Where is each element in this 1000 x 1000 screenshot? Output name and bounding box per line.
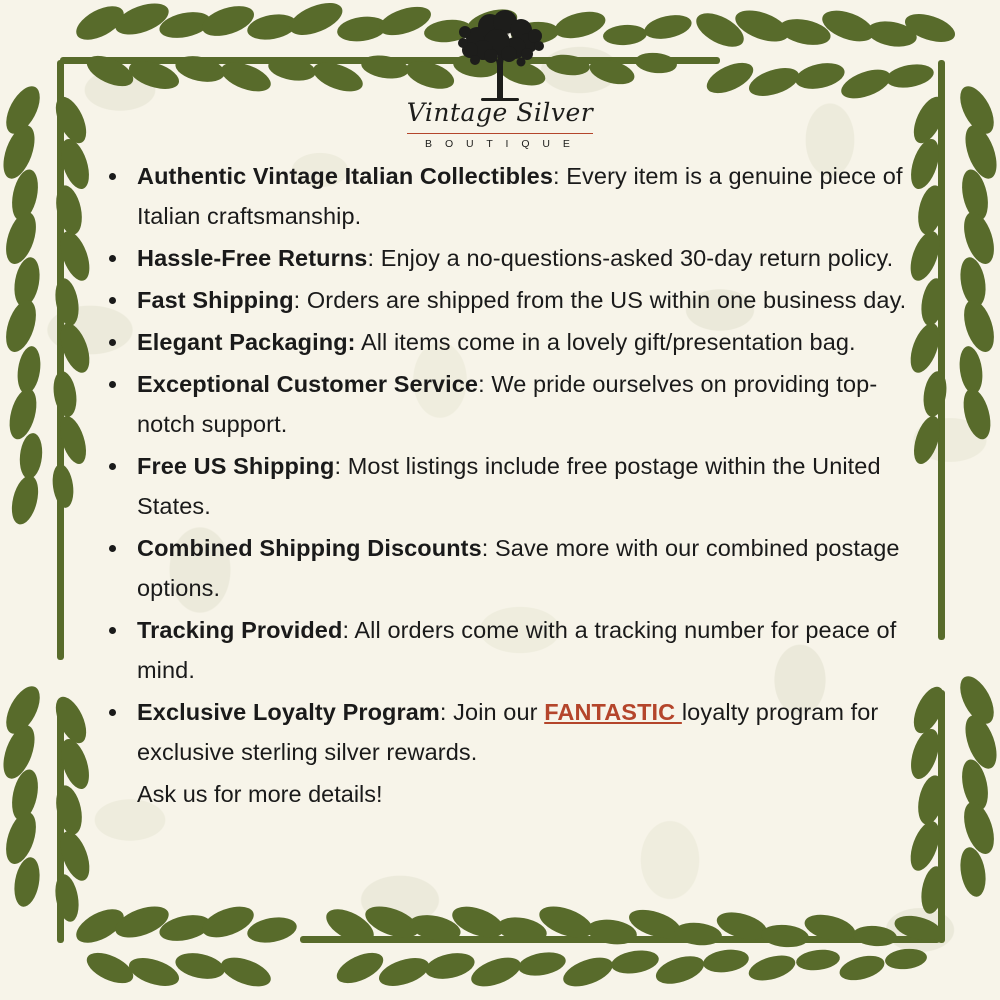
- benefit-text: Orders are shipped from the US within one business day.: [306, 287, 907, 313]
- tree-icon: [435, 8, 565, 104]
- benefit-text: Most listings include free postage within the United States.: [137, 453, 881, 519]
- benefit-title: Exceptional Customer Service: [137, 371, 479, 397]
- benefit-title: Exclusive Loyalty Program: [137, 699, 440, 725]
- list-item: [95, 238, 913, 278]
- benefit-title: Hassle-Free Returns: [137, 245, 368, 271]
- benefit-title: Combined Shipping Discounts: [137, 535, 482, 561]
- benefit-text: Save more with our combined postage options.: [137, 535, 900, 601]
- benefit-text-after: loyalty program for exclusive sterling silver rewards.: [137, 699, 879, 765]
- benefit-separator: :: [478, 371, 492, 397]
- benefit-title: Fast Shipping: [137, 287, 294, 313]
- benefits-content: [95, 156, 913, 814]
- benefit-separator: :: [553, 163, 567, 189]
- benefit-text: Enjoy a no-questions-asked 30-day return policy.: [380, 245, 894, 271]
- benefit-separator: :: [367, 245, 381, 271]
- benefit-text-before: Join our: [453, 699, 545, 725]
- benefit-text: All orders come with a tracking number for peace of mind.: [137, 617, 897, 683]
- benefit-separator: :: [334, 453, 348, 479]
- benefit-separator: :: [481, 535, 496, 561]
- benefit-text: We pride ourselves on providing top-notch support.: [137, 371, 878, 437]
- logo-divider: [407, 133, 593, 134]
- benefit-title: Tracking Provided: [137, 617, 343, 643]
- list-item: [95, 528, 913, 608]
- list-item-loyalty: [95, 692, 913, 772]
- benefit-separator: :: [342, 617, 355, 643]
- list-item: [95, 280, 913, 320]
- brand-subtitle: B O U T I Q U E: [425, 138, 575, 150]
- fantastic-highlight: FANTASTIC: [544, 699, 682, 725]
- closing-line: Ask us for more details!: [137, 781, 383, 807]
- list-item: [95, 446, 913, 526]
- list-item: [95, 364, 913, 444]
- benefit-title: Authentic Vintage Italian Collectibles: [137, 163, 554, 189]
- benefit-title: Free US Shipping: [137, 453, 335, 479]
- benefit-text: All items come in a lovely gift/presentation bag.: [360, 329, 856, 355]
- brand-name: Vintage Silver: [406, 98, 594, 127]
- brand-logo: [0, 8, 1000, 150]
- list-item: [95, 322, 913, 362]
- benefit-text: Every item is a genuine piece of Italian craftsmanship.: [137, 163, 903, 229]
- list-item: [95, 610, 913, 690]
- benefits-list: [95, 156, 913, 772]
- benefit-title: Elegant Packaging:: [137, 329, 356, 355]
- benefit-separator: :: [439, 699, 454, 725]
- benefit-separator: :: [293, 287, 307, 313]
- list-item: [95, 156, 913, 236]
